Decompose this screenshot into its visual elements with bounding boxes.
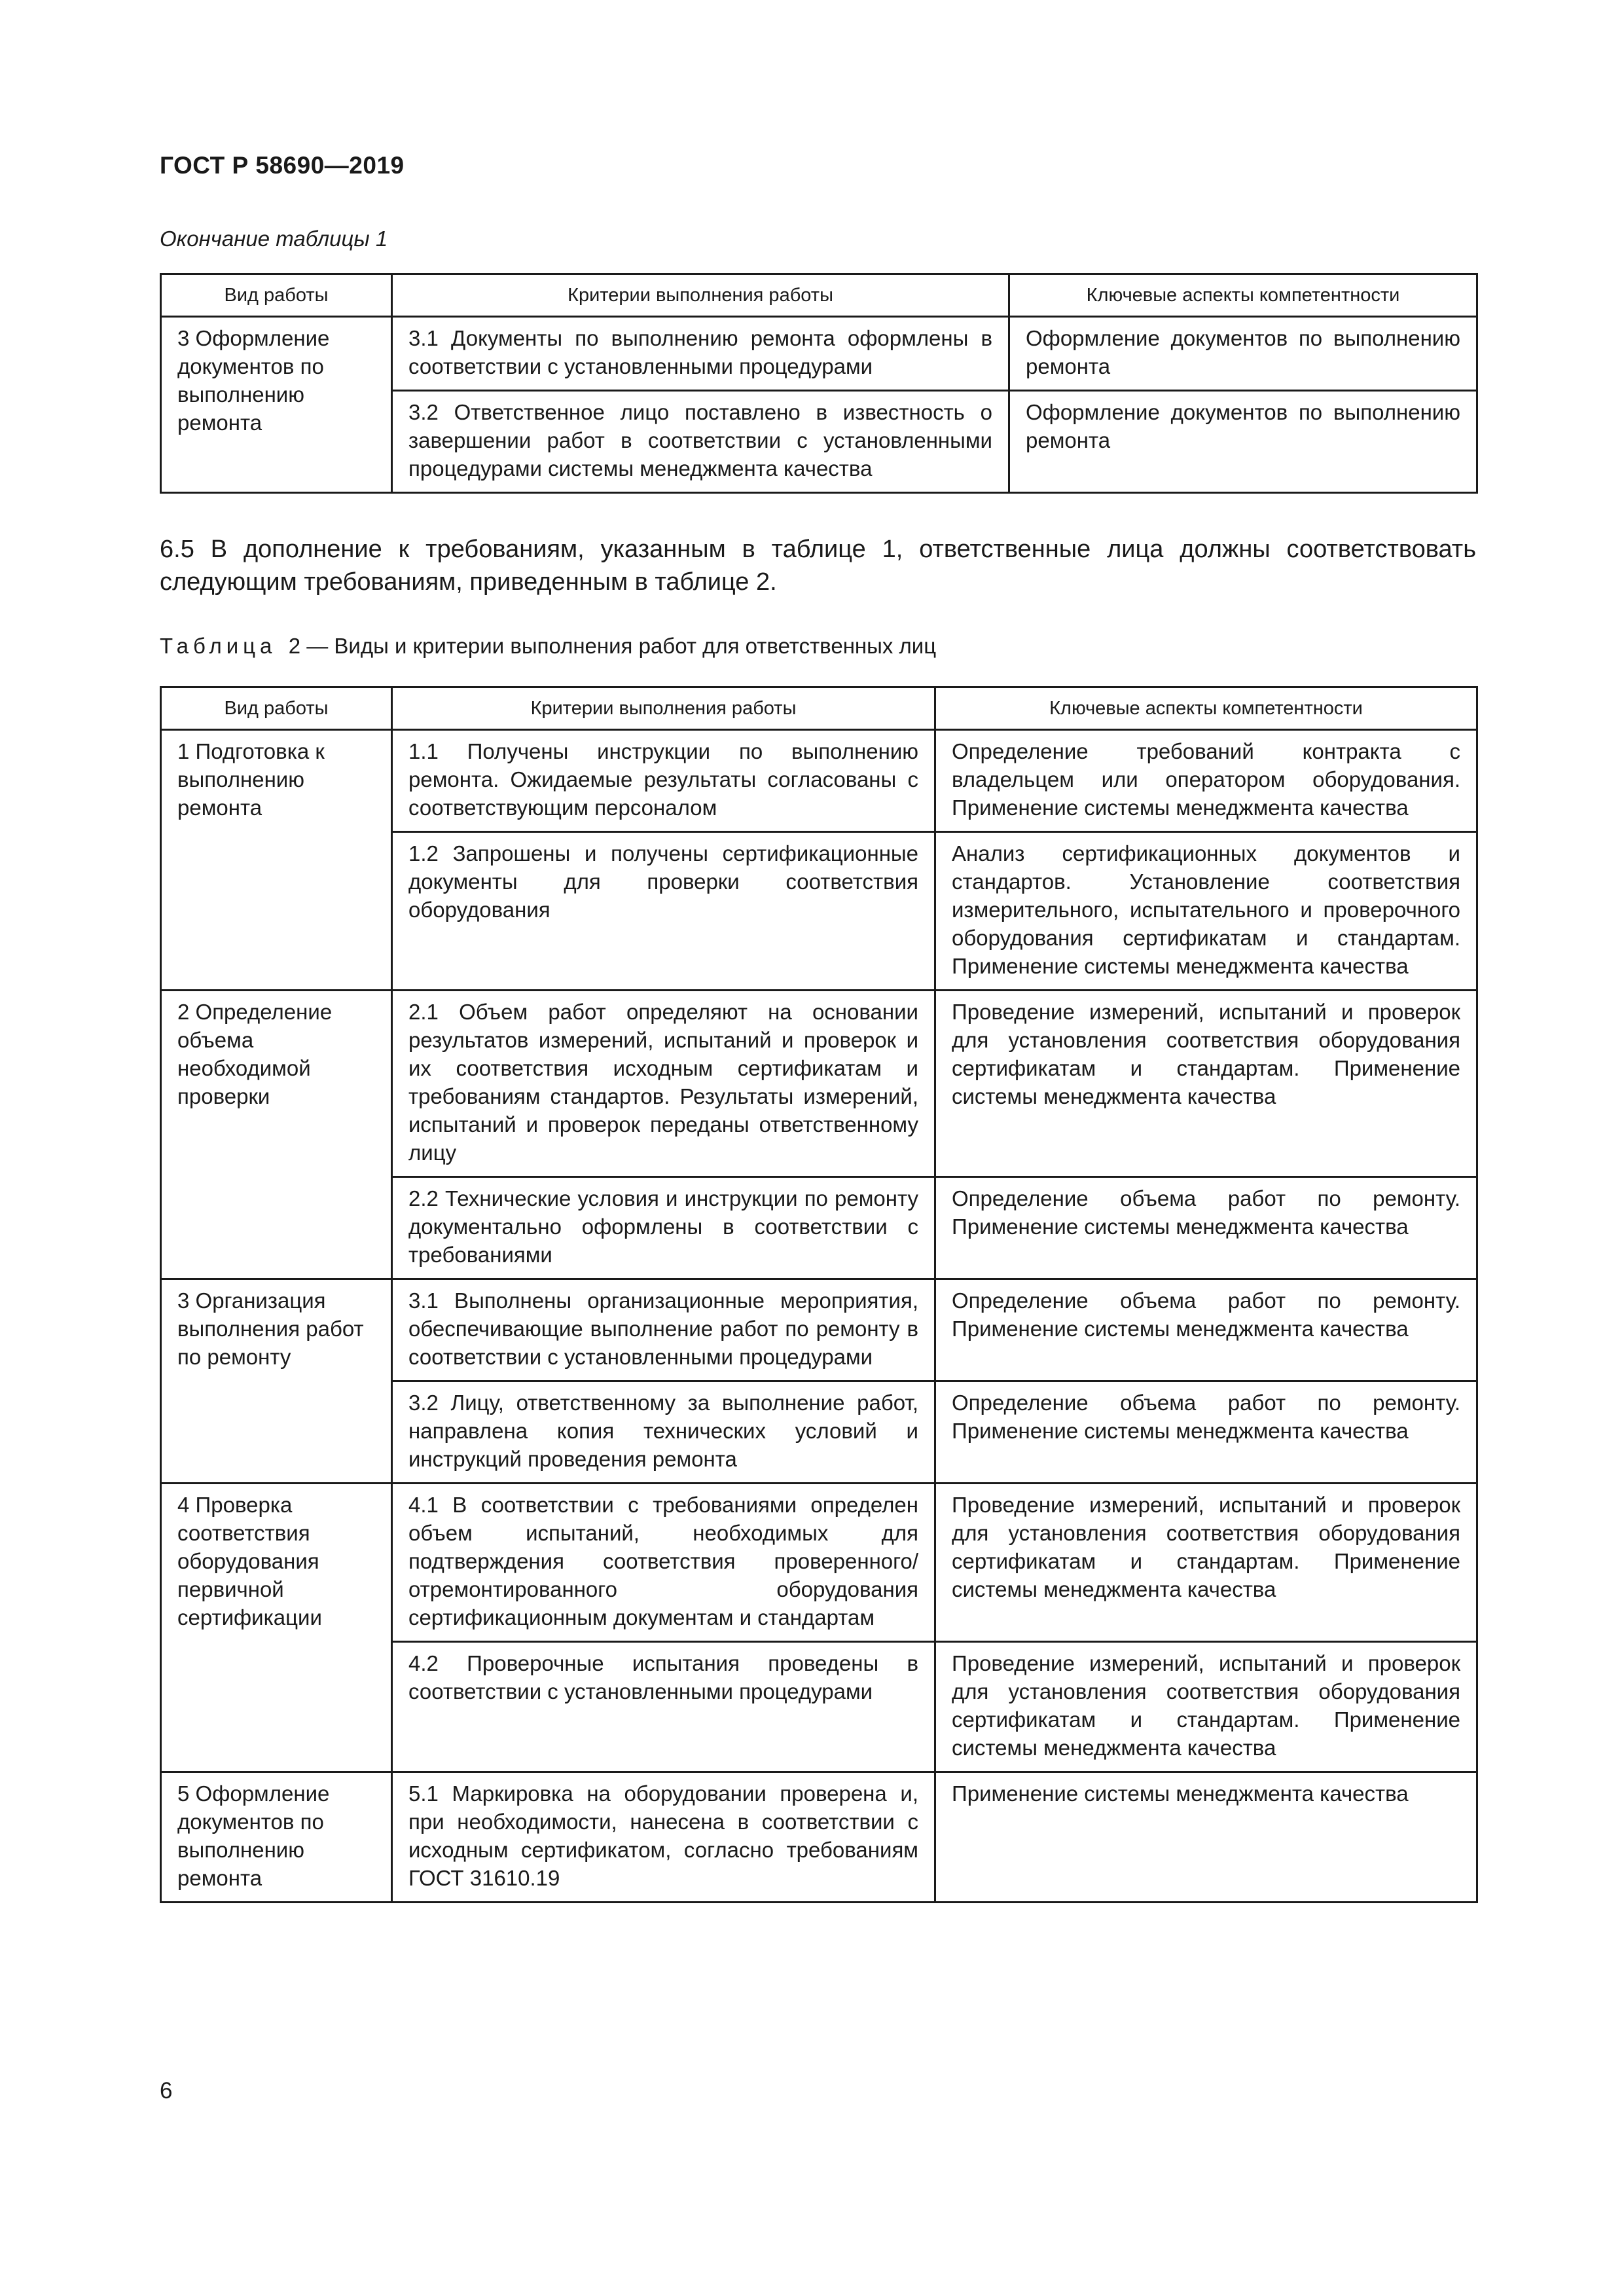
competence-cell: Проведение измерений, испытаний и проверок для установления соответствия оборудования сертификатам и стандартам. Применение системы менеджмента качества — [935, 991, 1477, 1177]
table-2-title — [160, 634, 936, 659]
table-row — [161, 730, 1477, 832]
column-header-criteria: Критерии выполнения работы — [392, 687, 935, 730]
table-row — [161, 1484, 1477, 1642]
work-type-cell: 5 Оформление документов по выполнению ремонта — [161, 1772, 392, 1903]
table-row — [161, 317, 1477, 391]
column-header-competence: Ключевые аспекты компетентности — [935, 687, 1477, 730]
competence-cell: Проведение измерений, испытаний и проверок для установления соответствия оборудования сертификатам и стандартам. Применение системы менеджмента качества — [935, 1484, 1477, 1642]
criteria-cell: 3.1 Документы по выполнению ремонта оформлены в соответствии с установленными процедурами — [392, 317, 1009, 391]
competence-cell: Проведение измерений, испытаний и проверок для установления соответствия оборудования сертификатам и стандартам. Применение системы менеджмента качества — [935, 1642, 1477, 1772]
competence-cell: Определение объема работ по ремонту. Применение системы менеджмента качества — [935, 1381, 1477, 1484]
table-row — [161, 1279, 1477, 1381]
competence-cell: Оформление документов по выполнению ремонта — [1009, 391, 1477, 493]
competence-cell: Определение требований контракта с владельцем или оператором оборудования. Применение системы менеджмента качества — [935, 730, 1477, 832]
criteria-cell: 4.2 Проверочные испытания проведены в соответствии с установленными процедурами — [392, 1642, 935, 1772]
work-type-cell: 1 Подготовка к выполнению ремонта — [161, 730, 392, 991]
criteria-cell: 4.1 В соответствии с требованиями определен объем испытаний, необходимых для подтверждения соответствия проверенного/отремонтированного оборудования сертификационным документам и стандартам — [392, 1484, 935, 1642]
competence-cell: Оформление документов по выполнению ремонта — [1009, 317, 1477, 391]
table-2-title-text: 2 — Виды и критерии выполнения работ для ответственных лиц — [288, 634, 937, 658]
table-header-row — [161, 687, 1477, 730]
column-header-work-type: Вид работы — [161, 687, 392, 730]
competence-cell: Применение системы менеджмента качества — [935, 1772, 1477, 1903]
paragraph-6-5: 6.5 В дополнение к требованиям, указанным в таблице 1, ответственные лица должны соответствовать следующим требованиям, приведенным в таблице 2. — [160, 536, 1476, 596]
criteria-cell: 3.2 Ответственное лицо поставлено в известность о завершении работ в соответствии с установленными процедурами системы менеджмента качества — [392, 391, 1009, 493]
table-1 — [160, 273, 1478, 494]
work-type-cell: 3 Организация выполнения работ по ремонту — [161, 1279, 392, 1484]
criteria-cell: 3.2 Лицу, ответственному за выполнение работ, направлена копия технических условий и инструкций проведения ремонта — [392, 1381, 935, 1484]
table-header-row — [161, 274, 1477, 317]
work-type-cell: 3 Оформление документов по выполнению ремонта — [161, 317, 392, 493]
work-type-cell: 4 Проверка соответствия оборудования первичной сертификации — [161, 1484, 392, 1772]
document-header: ГОСТ Р 58690—2019 — [160, 152, 405, 179]
criteria-cell: 3.1 Выполнены организационные мероприятия, обеспечивающие выполнение работ по ремонту в соответствии с установленными процедурами — [392, 1279, 935, 1381]
competence-cell: Анализ сертификационных документов и стандартов. Установление соответствия измерительного, испытательного и проверочного оборудования сертификатам и стандартам. Применение системы менеджмента качества — [935, 832, 1477, 991]
criteria-cell: 2.2 Технические условия и инструкции по ремонту документально оформлены в соответствии с требованиями — [392, 1177, 935, 1279]
competence-cell: Определение объема работ по ремонту. Применение системы менеджмента качества — [935, 1279, 1477, 1381]
table-1-continuation-caption: Окончание таблицы 1 — [160, 227, 388, 251]
work-type-cell: 2 Определение объема необходимой проверки — [161, 991, 392, 1279]
table-row — [161, 1772, 1477, 1903]
criteria-cell: 1.1 Получены инструкции по выполнению ремонта. Ожидаемые результаты согласованы с соответствующим персоналом — [392, 730, 935, 832]
table-2 — [160, 686, 1478, 1903]
column-header-work-type: Вид работы — [161, 274, 392, 317]
criteria-cell: 5.1 Маркировка на оборудовании проверена и, при необходимости, нанесена в соответствии с исходным сертификатом, согласно требованиям ГОСТ 31610.19 — [392, 1772, 935, 1903]
table-row — [161, 991, 1477, 1177]
criteria-cell: 2.1 Объем работ определяют на основании результатов измерений, испытаний и проверок и их соответствия исходным сертификатам и требованиям стандартов. Результаты измерений, испытаний и проверок переданы ответственному лицу — [392, 991, 935, 1177]
column-header-criteria: Критерии выполнения работы — [392, 274, 1009, 317]
criteria-cell: 1.2 Запрошены и получены сертификационные документы для проверки соответствия оборудования — [392, 832, 935, 991]
page-number: 6 — [160, 2078, 173, 2104]
competence-cell: Определение объема работ по ремонту. Применение системы менеджмента качества — [935, 1177, 1477, 1279]
table-2-label: Таблица — [160, 634, 277, 658]
column-header-competence: Ключевые аспекты компетентности — [1009, 274, 1477, 317]
